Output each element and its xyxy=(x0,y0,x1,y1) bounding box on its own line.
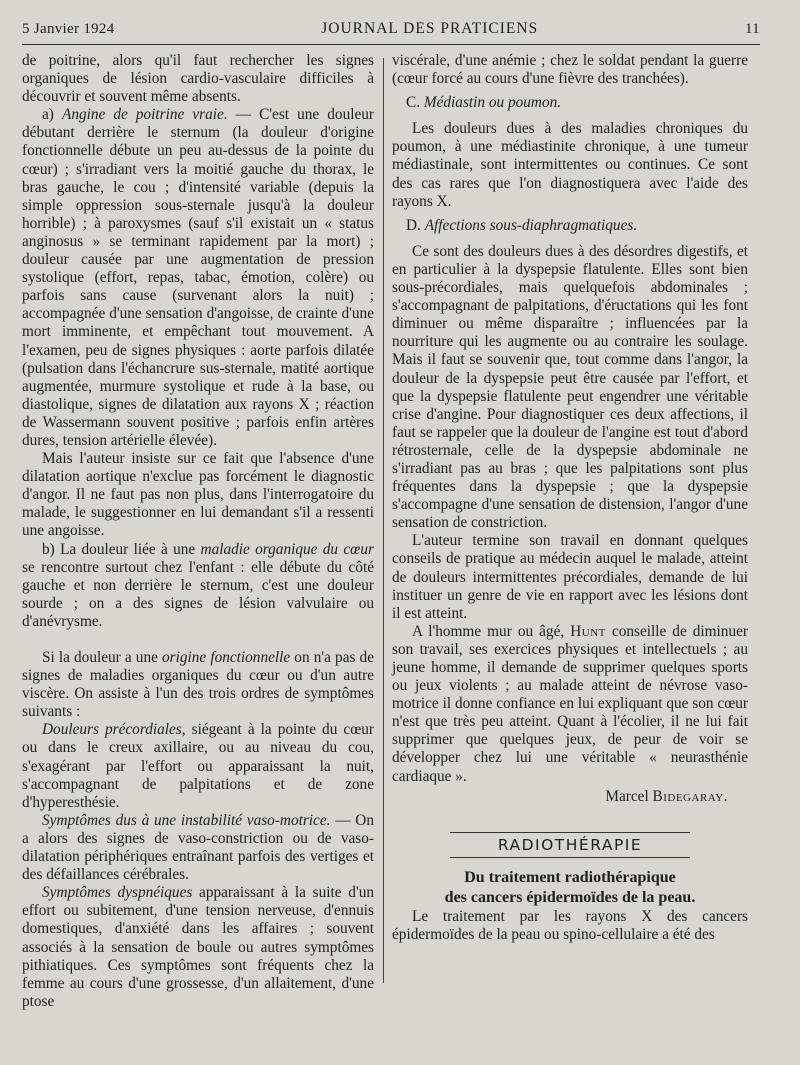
journal-title: JOURNAL DES PRATICIENS xyxy=(321,20,539,37)
page-number: 11 xyxy=(744,21,760,37)
subheading: Symptômes dus à une instabilité vaso-motrice. xyxy=(42,811,331,829)
header-rule xyxy=(22,44,760,45)
paragraph: viscérale, d'une anémie ; chez le soldat pendant la guerre (cœur forcé au cours d'une fièvre des tranchées). xyxy=(392,52,748,88)
article-title: Du traitement radiothérapique des cancers épidermoïdes de la peau. xyxy=(444,868,696,906)
right-column xyxy=(392,52,748,944)
section-title: RADIOTHÉRAPIE xyxy=(450,832,690,858)
left-column xyxy=(22,52,374,1011)
section-d-heading: D. Affections sous-diaphragmatiques. xyxy=(406,216,638,234)
signature: Marcel Bidegaray. xyxy=(605,787,728,805)
paragraph-douleurs-precordiales: Douleurs précordiales, siégeant à la pointe du cœur ou dans le creux axillaire, ou au niveau du cou, s'exagérant par l'effort ou apparaissant la nuit, s'accompagnant de palpitations et de zone d'hyperesthésie. xyxy=(22,721,374,811)
spacer xyxy=(22,631,374,649)
paragraph-dyspneiques: Symptômes dyspnéiques apparaissant à la suite d'un effort ou subitement, d'une tension nerveuse, d'ennuis domestiques, d'anxiété dans les affaires ; souvent associés à la sensation de boule ou autres symptômes pithiatiques. Ces symptômes sont fréquents chez la femme au cours d'une grossesse, d'un allaitement, d'une ptose xyxy=(22,884,374,1010)
paragraph: Les douleurs dues à des maladies chroniques du poumon, à une médiastinite chronique, à une tumeur médiastinale, sont intermittentes ou continues. Ce sont des cas rares que l'on diagnostiquera avec l'aide des rayons X. xyxy=(392,120,748,210)
paragraph-vaso-motrice: Symptômes dus à une instabilité vaso-motrice. — On a alors des signes de vaso-constriction ou de vaso-dilatation périphériques entraînant parfois des vertiges et des défaillances cérébrales. xyxy=(22,811,374,884)
column-divider xyxy=(383,58,384,983)
header-date: 5 Janvier 1924 xyxy=(22,21,115,37)
page-header xyxy=(22,20,760,42)
paragraph: Mais l'auteur insiste sur ce fait que l'absence d'une dilatation aortique n'exclue pas forcément le diagnostic d'angor. Il ne faut pas non plus, dans l'interrogatoire du malade, le suggestionner en lui demandant s'il a ressenti une angoisse. xyxy=(22,450,374,540)
subheading: Douleurs précordiales, xyxy=(42,721,186,739)
paragraph-maladie-organique: b) La douleur liée à une maladie organique du cœur se rencontre surtout chez l'enfant : elle débute du côté gauche et non derrière le sternum, c'est une douleur sourde ; on a des signes de lésion valvulaire ou d'anévrysme. xyxy=(22,540,374,630)
paragraph: Le traitement par les rayons X des cancers épidermoïdes de la peau ou spino-cellulaire a été des xyxy=(392,907,748,943)
subheading: Angine de poitrine vraie. xyxy=(61,106,228,124)
paragraph: L'auteur termine son travail en donnant quelques conseils de pratique au médecin auquel le malade, atteint de douleurs intermittentes précordiales, demande de lui instituer un genre de vie en rapport avec les lésions dont il est atteint. xyxy=(392,532,748,622)
section-c-heading: C. Médiastin ou poumon. xyxy=(406,94,562,112)
paragraph-origine-fonctionnelle: Si la douleur a une origine fonctionnelle on n'a pas de signes de maladies organiques du cœur ou d'un autre viscère. On assiste à l'un des trois ordres de symptômes suivants : xyxy=(22,649,374,721)
author-name: Hunt xyxy=(570,622,606,640)
paragraph: Ce sont des douleurs dues à des désordres digestifs, et en particulier à la dyspepsie flatulente. Elles sont bien sous-précordiales, mais quelquefois abdominales ; s'accompagnant de palpitations, d'éructations qui les font diminuer ou même disparaître ; influencées par la nourriture qui les augmente ou au contraire les soulage. Mais il faut se souvenir que, tout comme dans l'angor, la douleur de la dyspepsie peut être causée par l'effort, et que la dyspepsie flatulente peut engendrer une véritable crise d'angine. Pour diagnostiquer ces deux affections, il faut se rappeler que la douleur de l'angine est tout d'abord rétrosternale, celle de la dyspepsie abdominale ne s'irradiant pas au bras ; que les palpitations sont plus fréquentes dans la dyspepsie ; que la dyspepsie s'accompagne d'une sensation de distension, l'angor d'une sensation de constriction. xyxy=(392,242,748,532)
paragraph-angine-vraie: a) Angine de poitrine vraie. — C'est une douleur débutant derrière le sternum (la douleur d'origine fonctionnelle débute un peu au-dessus de la pointe du cœur) ; s'irradiant vers la moitié gauche du thorax, le bras gauche, le cou ; d'intensité variable (depuis la simple oppression sous-sternale jusqu'à la douleur horrible) ; à paroxysmes (sauf s'il existait un « status anginosus » se terminant rapidement par la mort) ; douleur causée par une augmentation de pression systolique (effort, repas, tabac, émotion, colère) ou parfois sans cause (survenant alors la nuit) ; accompagnée d'une sensation d'angoisse, de crainte d'une mort imminente, et empêchant tout mouvement. A l'examen, peu de signes physiques : aorte parfois dilatée (pulsation dans l'échancrure sus-sternale, matité aortique augmentée, murmure systolique et rude à la base, ou diastolique, signes de dilatation aux rayons X ; réaction de Wassermann souvent positive ; parfois enfin artères dures, tension artérielle élevée). xyxy=(22,106,375,449)
section-header xyxy=(392,832,748,858)
paragraph: de poitrine, alors qu'il faut rechercher les signes organiques de lésion cardio-vasculaire difficiles à découvrir et souvent même absents. xyxy=(22,52,374,106)
paragraph-hunt: A l'homme mur ou âgé, Hunt conseille de diminuer son travail, ses exercices physiques et intellectuels ; au jeune homme, il demande de supprimer quelques sports ou jeux violents ; au malade atteint de névrose vaso-motrice il donne confiance en lui expliquant que son cœur n'est que très peu atteint. Quant à l'écolier, il ne lui fait supprimer que quelques jeux, de peur de voir se développer chez lui une véritable « neurasthénie cardiaque ». xyxy=(392,622,748,785)
subheading: maladie organique du cœur xyxy=(200,540,374,558)
spacer xyxy=(392,235,748,243)
subheading: Symptômes dyspnéiques xyxy=(42,884,193,902)
spacer xyxy=(392,112,748,120)
